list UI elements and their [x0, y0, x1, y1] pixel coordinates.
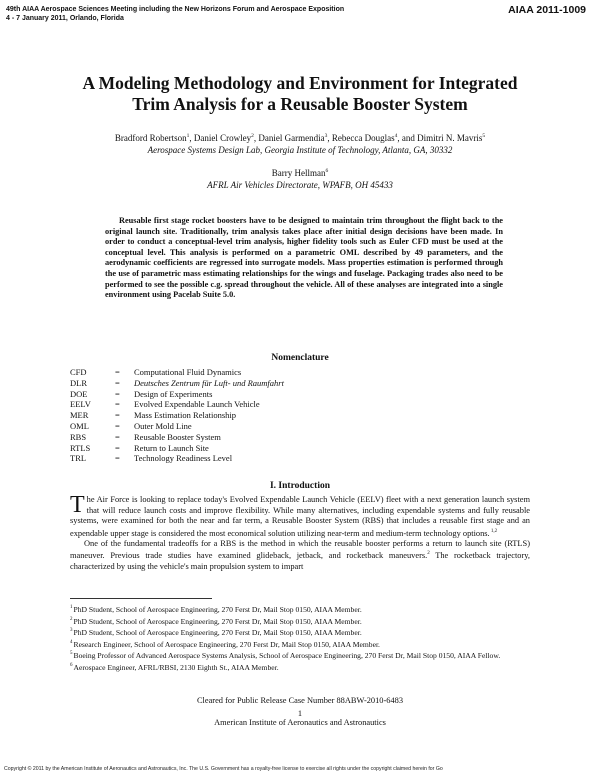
- nomenclature-abbr: TRL: [70, 453, 87, 464]
- nomenclature-abbr: OML: [70, 420, 89, 431]
- nomenclature-equals: =: [115, 431, 120, 442]
- footnote: [70, 649, 532, 661]
- nomenclature-equals: =: [115, 399, 120, 410]
- intro-paragraph-2: [70, 539, 530, 572]
- nomenclature-abbr: RTLS: [70, 442, 91, 453]
- footnote-number: 2: [70, 616, 73, 622]
- citation-ref: 2: [427, 551, 430, 557]
- nomenclature-abbr: DLR: [70, 377, 87, 388]
- nomenclature-abbr: RBS: [70, 431, 87, 442]
- conference-line-2: 4 - 7 January 2011, Orlando, Florida: [6, 15, 124, 22]
- introduction-body: [70, 492, 530, 572]
- footnote: [70, 661, 532, 673]
- title-line-1: A Modeling Methodology and Environment for Integrated: [82, 73, 518, 93]
- footnote-text: PhD Student, School of Aerospace Engineering, 270 Ferst Dr, Mail Stop 0150, AIAA Member.: [73, 605, 362, 614]
- footnote: [70, 603, 532, 615]
- intro-paragraph-1: [70, 492, 530, 539]
- author-name: Daniel Garmendia: [258, 133, 325, 143]
- nomenclature-def: Technology Readiness Level: [134, 453, 233, 464]
- footnote-number: 6: [70, 662, 73, 668]
- conference-line-1: 49th AIAA Aerospace Sciences Meeting including the New Horizons Forum and Aerospace Exposition: [6, 6, 345, 13]
- nomenclature-equals: =: [115, 442, 120, 453]
- author-separator: ,: [189, 133, 194, 143]
- title-line-2: Trim Analysis for a Reusable Booster System: [132, 94, 468, 114]
- footnote-text: Boeing Professor of Advanced Aerospace Systems Analysis, School of Aerospace Engineering, 270 Ferst Dr, Mail Stop 0150, AIAA Fellow.: [73, 651, 501, 661]
- author-name: Daniel Crowley: [193, 133, 252, 143]
- nomenclature-equals: =: [115, 377, 120, 388]
- author-separator: ,: [253, 133, 259, 143]
- footnotes: [70, 603, 532, 673]
- introduction-heading: I. Introduction: [269, 481, 330, 491]
- nomenclature-abbr: EELV: [70, 399, 91, 410]
- paper-title: [0, 73, 600, 115]
- second-affiliation: AFRL Air Vehicles Directorate, WPAFB, OH 45433: [207, 180, 393, 190]
- footnote-number: 5: [70, 651, 73, 657]
- footnote: [70, 626, 532, 638]
- nomenclature-heading: Nomenclature: [271, 353, 329, 363]
- author-affil-sup: 4: [394, 133, 398, 139]
- page-number: 1: [297, 709, 303, 718]
- paper-number: AIAA 2011-1009: [508, 4, 586, 16]
- citation-ref: 1,2: [489, 528, 498, 534]
- drop-cap: T: [70, 492, 85, 518]
- nomenclature-def: Return to Launch Site: [134, 442, 209, 453]
- nomenclature-equals: =: [115, 388, 120, 399]
- nomenclature-def: Deutsches Zentrum für Luft- und Raumfahrt: [134, 377, 284, 388]
- nomenclature-abbr: CFD: [70, 367, 87, 377]
- footnote-text: Research Engineer, School of Aerospace Engineering, 270 Ferst Dr, Mail Stop 0150, AIAA Member.: [73, 639, 380, 649]
- second-author-sup: 6: [325, 168, 329, 174]
- footnote-text: PhD Student, School of Aerospace Engineering, 270 Ferst Dr, Mail Stop 0150, AIAA Member.: [73, 628, 362, 638]
- author-affil-sup: 1: [186, 133, 190, 139]
- release-statement: Cleared for Public Release Case Number 88ABW-2010-6483: [196, 696, 404, 705]
- footnote-rule: [70, 598, 212, 599]
- footnote: [70, 615, 532, 627]
- footnote-number: 1: [70, 605, 73, 610]
- author-separator: , and: [397, 133, 418, 143]
- footnote-text: PhD Student, School of Aerospace Engineering, 270 Ferst Dr, Mail Stop 0150, AIAA Member.: [73, 616, 362, 626]
- footnote-number: 4: [70, 639, 73, 645]
- nomenclature-def: Mass Estimation Relationship: [134, 410, 236, 421]
- footnote-number: 3: [70, 628, 73, 634]
- author-list: [0, 131, 600, 144]
- nomenclature-equals: =: [115, 410, 120, 421]
- author-separator: ,: [327, 133, 332, 143]
- second-author-name: Barry Hellman: [271, 168, 326, 178]
- footnote: [70, 638, 532, 650]
- copyright-notice: Copyright © 2011 by the American Institute of Aeronautics and Astronautics, Inc. The U.S. Government has a royalty-free license to exercise all rights under the copyright claimed herein for Go: [4, 766, 443, 772]
- nomenclature-equals: =: [115, 453, 120, 464]
- intro-paragraph-2-text-a: One of the fundamental tradeoffs for a RBS is the method in which the reusable booster performs a return to launch site (RTLS) maneuver. Previous trade studies have examined glideback, jetback, and rocketback maneuvers.: [70, 538, 530, 561]
- abstract: Reusable first stage rocket boosters have to be designed to maintain trim throughout the flight back to the original launch site. Traditionally, trim analysis takes place after initial design decisions have been made. In order to conduct a conceptual-level trim analysis, higher fidelity tools such as Euler CFD must be used at the conceptual level. This analysis is performed on a parametric OML described by 49 parameters, and the aerodynamic coefficients are regressed into surrogate models. Mass properties estimation is performed through the use of parametric mass estimating relationships for the wings and fuselage. Packaging trades also need to be performed to see the possible c.g. spread throughout the vehicle. All of these analyses are integrated into a single environment using Pacelab Suite 5.0.: [105, 216, 503, 300]
- footnote-text: Aerospace Engineer, AFRL/RBSI, 2130 Eighth St., AIAA Member.: [73, 662, 279, 672]
- nomenclature-abbr: MER: [70, 410, 89, 421]
- nomenclature-def: Outer Mold Line: [134, 420, 192, 431]
- author-affiliation: Aerospace Systems Design Lab, Georgia Institute of Technology, Atlanta, GA, 30332: [147, 145, 453, 155]
- nomenclature-def: Computational Fluid Dynamics: [134, 367, 242, 377]
- author-affil-sup: 5: [482, 133, 486, 139]
- nomenclature-def: Reusable Booster System: [134, 431, 221, 442]
- nomenclature-def: Evolved Expendable Launch Vehicle: [134, 399, 260, 410]
- nomenclature-equals: =: [115, 367, 120, 377]
- nomenclature-abbr: DOE: [70, 388, 88, 399]
- intro-paragraph-2-text-b: The rocketback trajectory, characterized by using the vehicle's main propulsion system to impart: [70, 551, 530, 571]
- author-name: Bradford Robertson: [114, 133, 187, 143]
- author-name: Rebecca Douglas: [331, 133, 395, 143]
- author-name: Dimitri N. Mavris: [417, 133, 483, 143]
- author-affil-sup: 2: [251, 133, 254, 139]
- publisher-name: American Institute of Aeronautics and Astronautics: [214, 718, 386, 727]
- second-author: [0, 168, 600, 178]
- author-affil-sup: 3: [324, 133, 328, 139]
- conference-header: [6, 5, 344, 23]
- nomenclature-def: Design of Experiments: [134, 388, 213, 399]
- nomenclature-equals: =: [115, 420, 120, 431]
- intro-paragraph-1-text: he Air Force is looking to replace today's Evolved Expendable Launch Vehicle (EELV) fleet with a next generation launch system that will reduce launch costs and improve flexibility. While many alternatives, including expendable systems and fully reusable systems, were examined for both the near and far term, a Reusable Booster System (RBS) that includes a reusable first stage and an expendable upper stage is considered the most economical solution utilizing near-term and medium-term technology options.: [70, 495, 530, 538]
